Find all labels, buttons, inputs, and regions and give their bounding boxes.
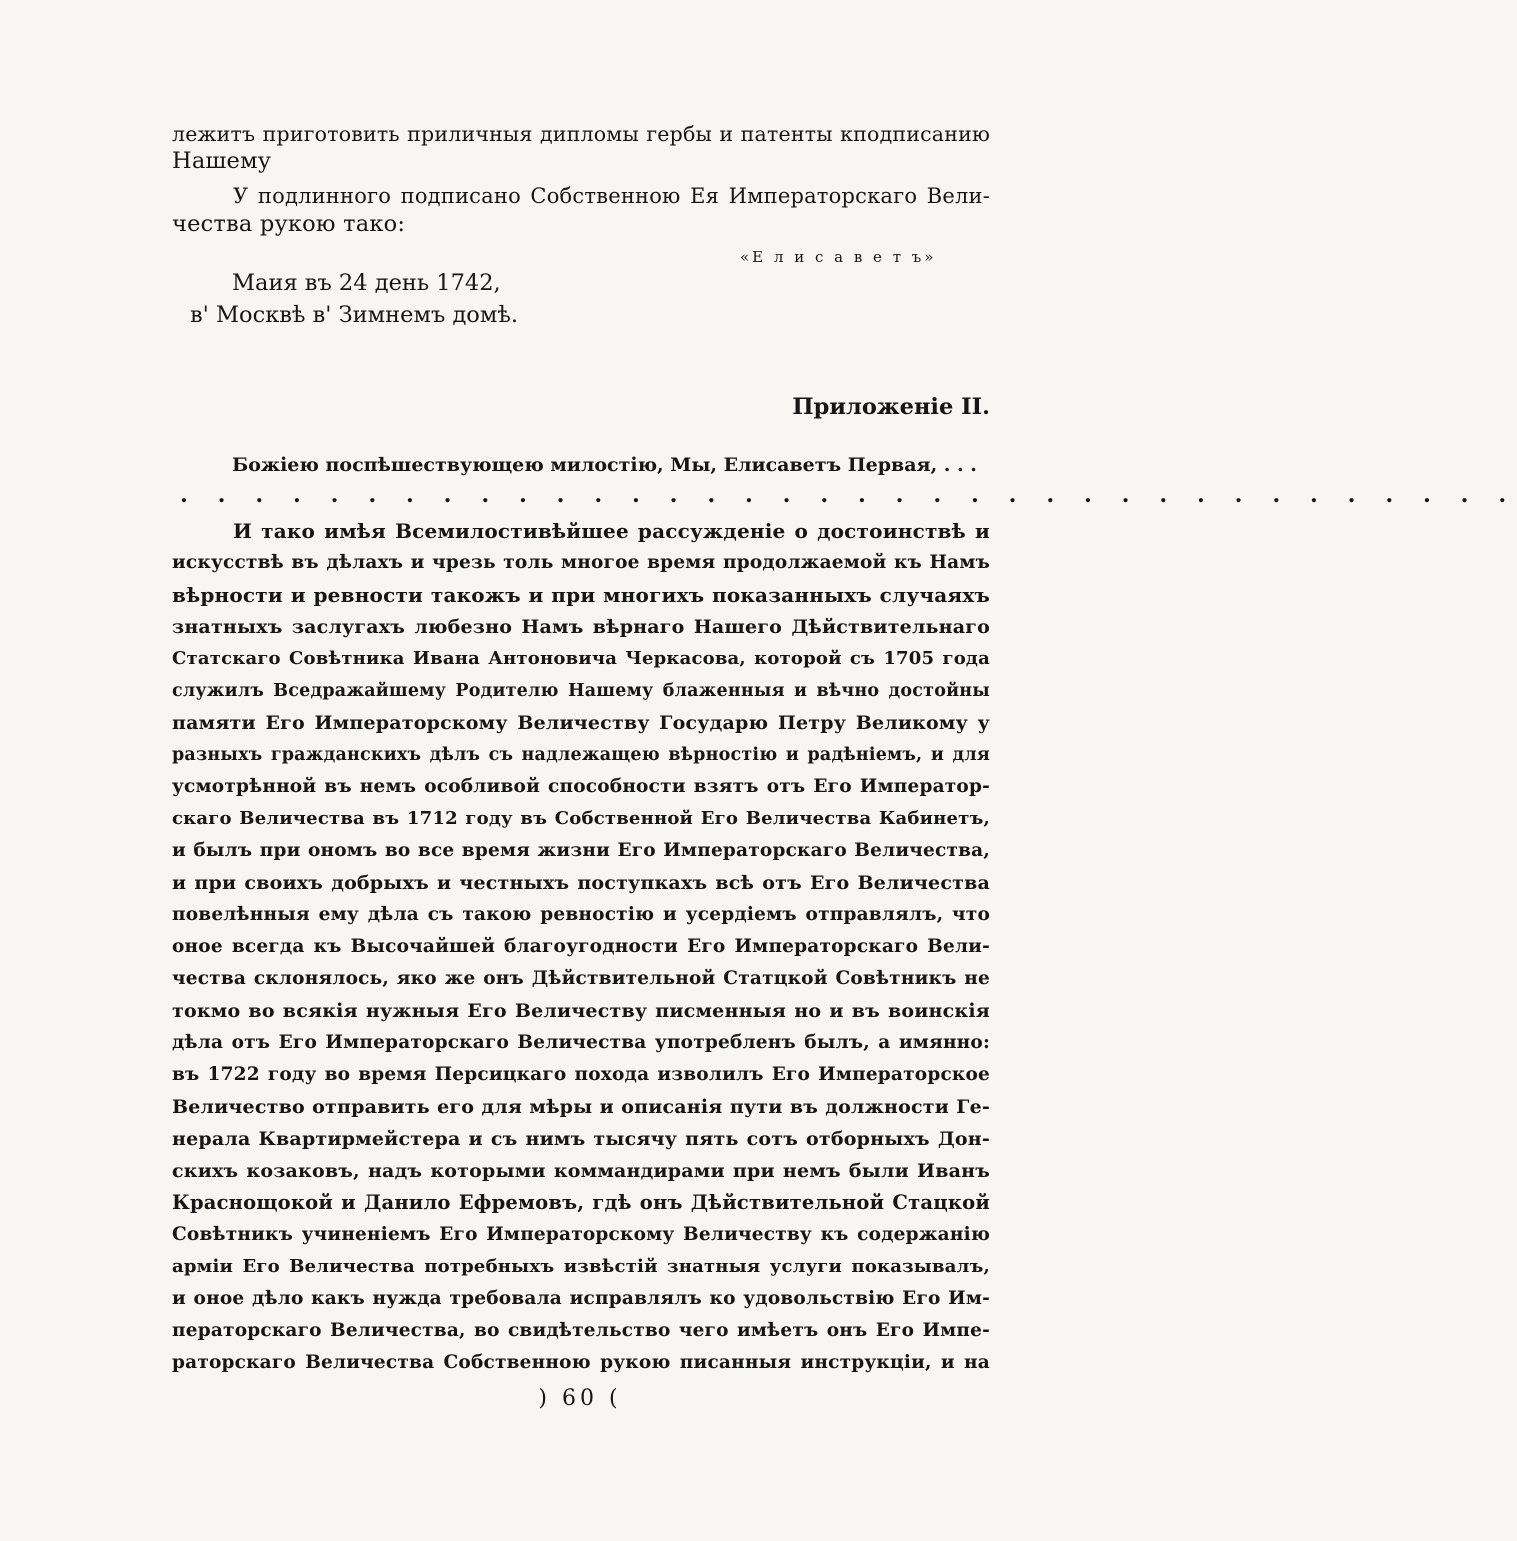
- text-line: и былъ при ономъ во все время жизни Его Императорскаго Величества,: [172, 840, 990, 861]
- page-number: ) 60 (: [538, 1386, 622, 1411]
- text-line: разныхъ гражданскихъ дѣлъ съ надлежащею вѣрностію и радѣніемъ, и для: [172, 745, 990, 765]
- text-line: чества склонялось, яко же онъ Дѣйствительной Статцкой Совѣтникъ не: [172, 968, 990, 989]
- appendix-title: Приложеніе II.: [792, 394, 990, 420]
- text-line: искусствѣ въ дѣлахъ и чрезь толь многое время продолжаемой къ Намъ: [172, 552, 990, 573]
- text-line: усмотрѣнной въ немъ особливой способности взятъ отъ Его Император-: [172, 776, 990, 797]
- ellipsis-line: . . . . . . . . . . . . . . . . . . . . . . . . . . . . . . . . . . . .: [180, 482, 1517, 508]
- text-line: служилъ Вседражайшему Родителю Нашему блаженныя и вѣчно достойны: [172, 681, 990, 701]
- text-line: дѣла отъ Его Императорскаго Величества употребленъ былъ, а имянно:: [172, 1032, 990, 1053]
- date-line: Маия въ 24 день 1742,: [232, 270, 501, 296]
- text-line: У подлинного подписано Собственною Ея Императорскаго Вели-: [233, 184, 990, 208]
- text-line: оное всегда къ Высочайшей благоугодности Его Императорскаго Вели-: [172, 936, 990, 957]
- text-line: и при своихъ добрыхъ и честныхъ поступкахъ всѣ отъ Его Величества: [172, 872, 990, 894]
- text-line: ператорскаго Величества, во свидѣтельство чего имѣетъ онъ Его Импе-: [172, 1320, 990, 1341]
- text-line: скихъ козаковъ, надъ которыми коммандирами при немъ были Иванъ: [172, 1160, 990, 1182]
- text-line: Нашему: [172, 148, 272, 174]
- text-line: памяти Его Императорскому Величеству Государю Петру Великому у: [172, 712, 990, 734]
- invocation: Божіею поспѣшествующею милостію, Мы, Елисаветъ Первая, . . .: [232, 454, 977, 476]
- text-line: знатныхъ заслугахъ любезно Намъ вѣрнаго Нашего Дѣйствительнаго: [172, 616, 990, 638]
- text-line: въ 1722 году во время Персицкаго похода изволилъ Его Императорское: [172, 1064, 990, 1085]
- text-line: и оное дѣло какъ нужда требовала исправлялъ ко удовольствію Его Им-: [172, 1288, 990, 1309]
- text-line: лежитъ приготовить приличныя дипломы гербы и патенты кподписанию: [172, 122, 990, 146]
- text-line: Совѣтникъ учиненіемъ Его Императорскому Величеству къ содержанію: [172, 1224, 990, 1245]
- text-line: чества рукою тако:: [172, 211, 406, 237]
- text-line: Статскаго Совѣтника Ивана Антоновича Черкасова, которой съ 1705 года: [172, 648, 990, 669]
- text-line: Краснощокой и Данило Ефремовъ, гдѣ онъ Дѣйствительной Стацкой: [172, 1191, 990, 1214]
- place-line: в' Москвѣ в' Зимнемъ домѣ.: [190, 302, 519, 328]
- text-line: повелѣнныя ему дѣла съ такою ревностію и усердіемъ отправлялъ, что: [172, 904, 990, 925]
- text-line: скаго Величества въ 1712 году въ Собственной Его Величества Кабинетъ,: [172, 808, 990, 829]
- text-line: арміи Его Величества потребныхъ извѣстій знатныя услуги показывалъ,: [172, 1256, 990, 1277]
- text-line: раторскаго Величества Собственною рукою писанныя инструкціи, и на: [172, 1352, 990, 1373]
- text-line: вѣрности и ревности такожъ и при многихъ показанныхъ случаяхъ: [172, 583, 990, 607]
- text-line: Величество отправить его для мѣры и описанія пути въ должности Ге-: [172, 1096, 990, 1118]
- signature: «Е л и с а в е т ъ»: [740, 248, 937, 266]
- text-line: токмо во всякія нужныя Его Величеству писменныя но и въ воинскія: [172, 1000, 990, 1022]
- text-line: И тако имѣя Всемилостивѣйшее рассужденіе о достоинствѣ и: [233, 519, 990, 543]
- text-line: нерала Квартирмейстера и съ нимъ тысячу пять сотъ отборныхъ Дон-: [172, 1128, 990, 1150]
